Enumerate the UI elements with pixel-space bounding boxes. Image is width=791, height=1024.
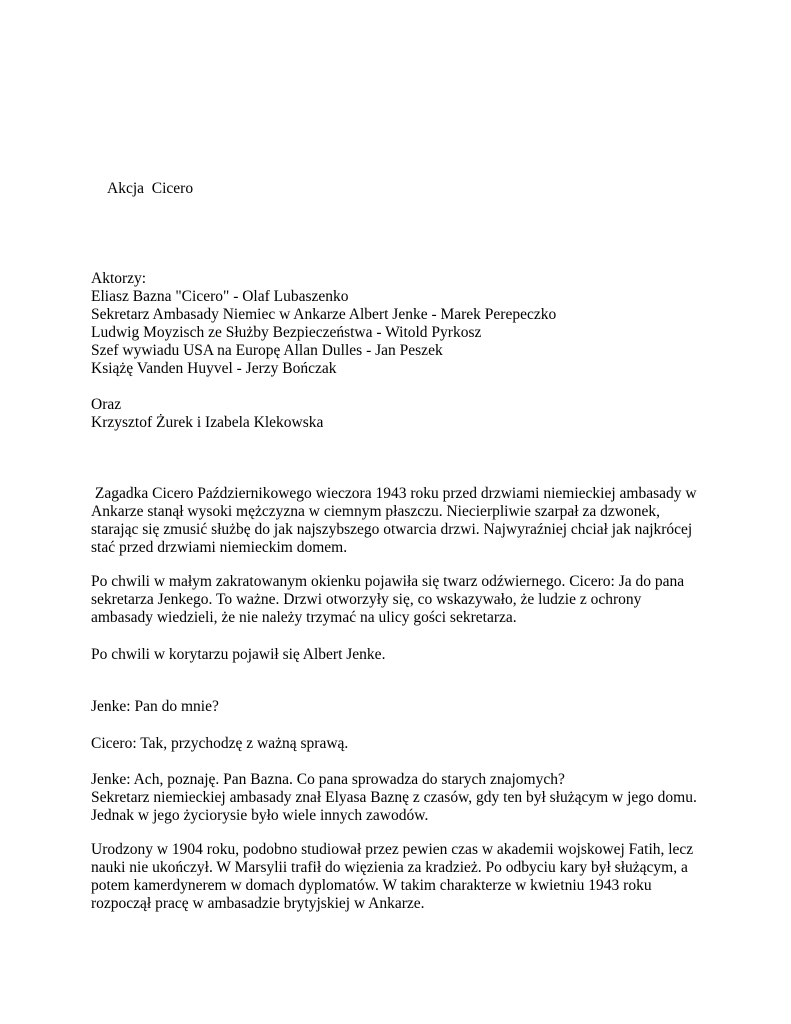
paragraph-line: sekretarza Jenkego. To ważne. Drzwi otworzyły się, co wskazywało, że ludzie z ochrony [91,591,642,608]
paragraph-line: Ankarze stanął wysoki mężczyzna w ciemnym płaszczu. Niecierpliwie szarpał za dzwonek, [91,503,660,520]
paragraph-line: Po chwili w korytarzu pojawił się Albert Jenke. [91,646,386,663]
cast-line: Ludwig Moyzisch ze Służby Bezpieczeństwa - Witold Pyrkosz [91,324,482,341]
paragraph [91,771,711,825]
dialogue-line [91,735,711,753]
paragraph [91,841,711,913]
paragraph-line: Jednak w jego życiorysie było wiele innych zawodów. [91,807,429,824]
cast-line: Szef wywiadu USA na Europę Allan Dulles - Jan Peszek [91,342,443,359]
additional-cast-line: Krzysztof Żurek i Izabela Klekowska [91,414,324,431]
cast-line: Sekretarz Ambasady Niemiec w Ankarze Albert Jenke - Marek Perepeczko [91,306,557,323]
paragraph-line: Jenke: Ach, poznaję. Pan Bazna. Co pana sprowadza do starych znajomych? [91,771,565,788]
paragraph-line: ambasady wiedzieli, że nie należy trzymać na ulicy gości sekretarza. [91,609,517,626]
paragraph-line: Cicero: Tak, przychodzę z ważną sprawą. [91,735,349,752]
additional-cast [91,396,711,432]
cast-line: Eliasz Bazna "Cicero" - Olaf Lubaszenko [91,288,349,305]
cast-heading: Aktorzy: [91,270,147,287]
paragraph [91,646,711,664]
paragraph [91,573,711,627]
additional-cast-heading: Oraz [91,396,122,413]
paragraph-line: potem kamerdynerem w domach dyplomatów. W takim charakterze w kwietniu 1943 roku [91,877,652,894]
document-title: Akcja Cicero [107,180,194,197]
cast-list [91,270,711,378]
paragraph-line: rozpoczął pracę w ambasadzie brytyjskiej w Ankarze. [91,895,425,912]
paragraph-line: Zagadka Cicero Październikowego wieczora 1943 roku przed drzwiami niemieckiej ambasady w [91,485,697,502]
dialogue-line [91,698,711,716]
paragraph [91,485,711,557]
paragraph-line: Urodzony w 1904 roku, podobno studiował przez pewien czas w akademii wojskowej Fatih, lecz [91,841,694,858]
paragraph-line: starając się zmusić służbę do jak najszybszego otwarcia drzwi. Najwyraźniej chciał jak najkrócej [91,521,693,538]
paragraph-line: Sekretarz niemieckiej ambasady znał Elyasa Baznę z czasów, gdy ten był służącym w jego domu. [91,789,697,806]
paragraph-line: stać przed drzwiami niemieckim domem. [91,539,348,556]
cast-line: Książę Vanden Huyvel - Jerzy Bończak [91,360,337,377]
paragraph-line: nauki nie ukończył. W Marsylii trafił do więzienia za kradzież. Po odbyciu kary był służącym, a [91,859,688,876]
paragraph-line: Po chwili w małym zakratowanym okienku pojawiła się twarz odźwiernego. Cicero: Ja do pana [91,573,685,590]
paragraph-line: Jenke: Pan do mnie? [91,698,219,715]
